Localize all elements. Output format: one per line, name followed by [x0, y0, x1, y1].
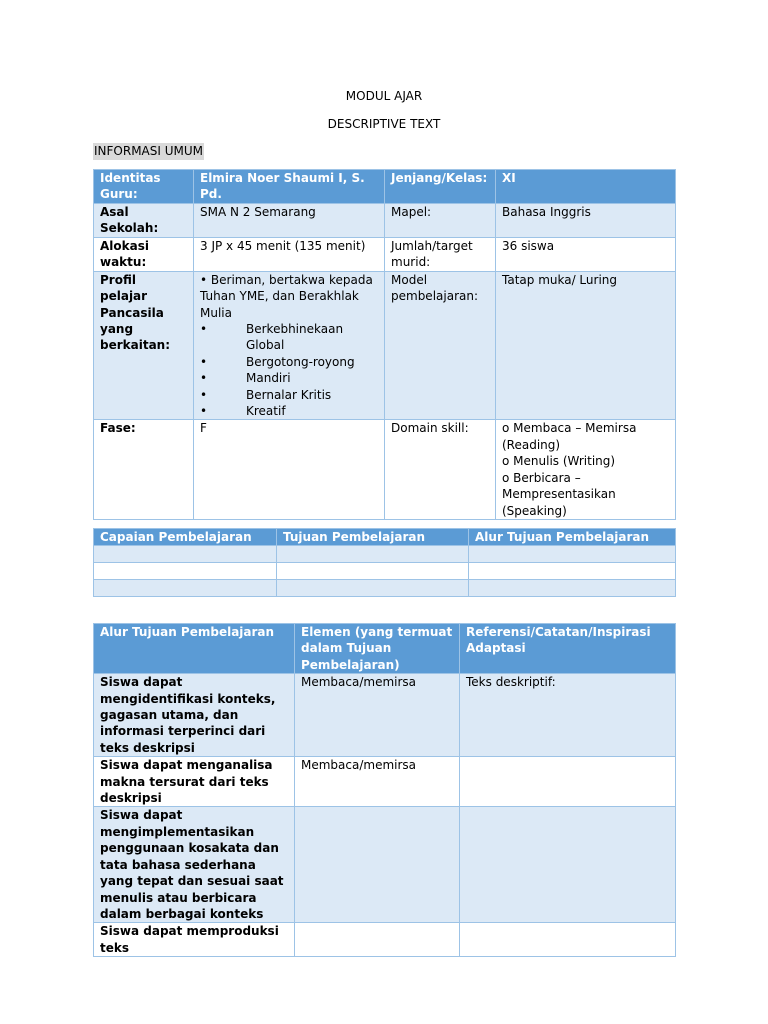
table-row	[94, 807, 676, 923]
info-value: 36 siswa	[496, 237, 676, 271]
atp-element: Membaca/memirsa	[295, 674, 460, 757]
info-row-fase	[94, 420, 676, 519]
info-row-sekolah	[94, 204, 676, 238]
atp-reference	[460, 807, 676, 923]
info-label: Mapel:	[385, 204, 496, 238]
info-value: SMA N 2 Semarang	[194, 204, 385, 238]
info-label: Jenjang/Kelas:	[385, 170, 496, 204]
info-label: Asal Sekolah:	[94, 204, 194, 238]
bullet-icon: •	[200, 387, 208, 402]
column-header: Referensi/Catatan/Inspirasi Adaptasi	[460, 624, 676, 674]
atp-goal: Siswa dapat memproduksi teks	[94, 923, 295, 957]
bullet-icon: •	[200, 322, 208, 337]
info-label: Fase:	[94, 420, 194, 519]
atp-reference: Teks deskriptif:	[460, 674, 676, 757]
table-row	[94, 923, 676, 957]
atp-reference	[460, 923, 676, 957]
skill-item: o Berbicara – Mempresentasikan (Speaking)	[502, 470, 616, 518]
info-value: Bahasa Inggris	[496, 204, 676, 238]
bullet-icon: •	[200, 404, 208, 419]
table-row	[94, 580, 676, 597]
info-label: Profil pelajar Pancasila yang berkaitan:	[94, 271, 194, 420]
profil-item: • Bernalar Kritis	[200, 387, 332, 402]
atp-goal: Siswa dapat mengidentifikasi konteks, gagasan utama, dan informasi terperinci dari teks deskripsi	[94, 674, 295, 757]
profil-item: • Berkebhinekaan Global	[200, 322, 344, 353]
bullet-icon: •	[200, 354, 208, 369]
atp-header-row	[94, 624, 676, 674]
skill-item: o Menulis (Writing)	[502, 454, 616, 469]
profil-item: • Bergotong-royong	[200, 354, 355, 369]
atp-element: Membaca/memirsa	[295, 757, 460, 807]
info-value: Tatap muka/ Luring	[496, 271, 676, 420]
capaian-header-row	[94, 529, 676, 546]
info-value: F	[194, 420, 385, 519]
column-header: Alur Tujuan Pembelajaran	[94, 624, 295, 674]
table-row	[94, 674, 676, 757]
column-header: Tujuan Pembelajaran	[277, 529, 469, 546]
profil-item: • Beriman, bertakwa kepada Tuhan YME, dan Berakhlak Mulia	[200, 272, 373, 320]
info-value: 3 JP x 45 menit (135 menit)	[194, 237, 385, 271]
info-label: Identitas Guru:	[94, 170, 194, 204]
column-header: Elemen (yang termuat dalam Tujuan Pembelajaran)	[295, 624, 460, 674]
info-label: Alokasi waktu:	[94, 237, 194, 271]
info-row-alokasi	[94, 237, 676, 271]
skills-cell	[496, 420, 676, 519]
atp-goal: Siswa dapat mengimplementasikan penggunaan kosakata dan tata bahasa sederhana yang tepat dan sesuai saat menulis atau berbicara dalam berbagai konteks	[94, 807, 295, 923]
section-heading-informasi-umum: INFORMASI UMUM	[94, 144, 204, 158]
table-row	[94, 563, 676, 580]
info-row-identitas	[94, 170, 676, 204]
profil-list-cell	[194, 271, 385, 420]
atp-element	[295, 923, 460, 957]
info-value: XI	[496, 170, 676, 204]
document-title: MODUL AJAR	[345, 89, 423, 103]
table-row	[94, 757, 676, 807]
bullet-icon: •	[200, 371, 208, 386]
profil-item: • Mandiri	[200, 371, 291, 386]
atp-table	[93, 623, 676, 957]
info-value: Elmira Noer Shaumi I, S. Pd.	[194, 170, 385, 204]
document-subtitle: DESCRIPTIVE TEXT	[327, 117, 441, 131]
column-header: Capaian Pembelajaran	[94, 529, 277, 546]
atp-element	[295, 807, 460, 923]
profil-list	[200, 321, 378, 419]
info-table	[93, 169, 676, 520]
capaian-table	[93, 528, 676, 597]
profil-item: • Kreatif	[200, 404, 286, 419]
table-row	[94, 546, 676, 563]
info-label: Domain skill:	[385, 420, 496, 519]
info-label: Jumlah/target murid:	[385, 237, 496, 271]
atp-reference	[460, 757, 676, 807]
atp-goal: Siswa dapat menganalisa makna tersurat dari teks deskripsi	[94, 757, 295, 807]
column-header: Alur Tujuan Pembelajaran	[469, 529, 676, 546]
info-row-profil	[94, 271, 676, 420]
skill-item: o Membaca – Memirsa (Reading)	[502, 421, 637, 452]
info-label: Model pembelajaran:	[385, 271, 496, 420]
